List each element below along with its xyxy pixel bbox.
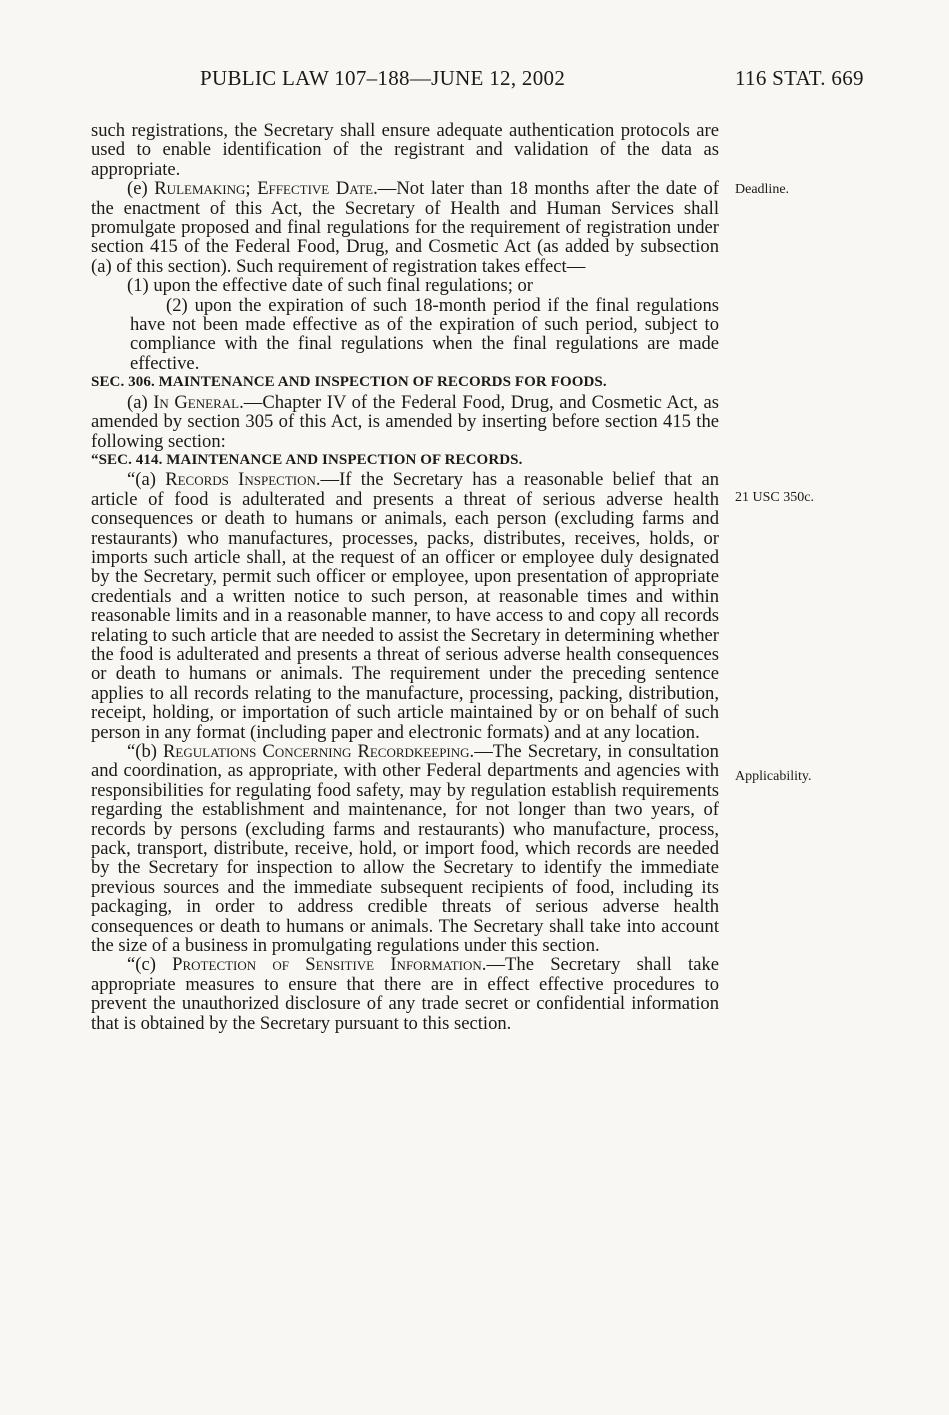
paragraph-text: —If the Secretary has a reasonable belief that an article of food is adulterated and presents a threat of serious adverse health consequences or death to humans or animals, each person (excluding farms and restaurants) who manufactures, processes, packs, distributes, receives, holds, or imports such article shall, at the request of an officer or employee duly designated by the Secretary, permit such officer or employee, upon presentation of appropriate credentials and a written notice to such person, at reasonable times and within reasonable limits and in a reasonable manner, to have access to and copy all records relating to such article that are needed to assist the Secretary in determining whether the food is adulterated and presents a threat of serious adverse health consequences or death to humans or animals. The requirement under the preceding sentence applies to all records relating to the manufacture, processing, packing, distribution, receipt, holding, or importation of such article maintained by or on behalf of such person in any format (including paper and electronic formats) and at any location.: [91, 469, 719, 743]
header-title: PUBLIC LAW 107–188—JUNE 12, 2002: [200, 66, 566, 90]
margin-note-applicability: Applicability.: [735, 769, 812, 784]
section-414-heading: “SEC. 414. MAINTENANCE AND INSPECTION OF RECORDS.: [91, 451, 523, 468]
list-item-2-text: (2) upon the expiration of such 18-month period if the final regulations have not been made effective as of the expiration of such period, subject to compliance with the final regulations when the final regulations are made effective.: [130, 294, 719, 374]
body-text: [91, 121, 719, 1033]
header-page-number: 116 STAT. 669: [735, 66, 864, 90]
paragraph-label: (a): [127, 391, 154, 413]
section-306-heading: SEC. 306. MAINTENANCE AND INSPECTION OF RECORDS FOR FOODS.: [91, 374, 607, 391]
list-item-2: [91, 296, 719, 374]
paragraph-label: “(c): [127, 954, 173, 976]
paragraph-label: “(b): [127, 741, 164, 762]
paragraph-heading: In General.: [153, 391, 244, 413]
paragraph-heading: Regulations Concerning Recordkeeping.: [163, 741, 475, 762]
paragraph-recordkeeping: [91, 742, 719, 955]
paragraph-heading: Records Inspection.: [165, 469, 321, 491]
paragraph-rulemaking: [91, 179, 719, 276]
paragraph-text: —The Secretary, in consultation and coordination, as appropriate, with other Federal departments and agencies with responsibilities for regulating food safety, may by regulation establish requirements regarding the establishment and maintenance, for not longer than two years, of records by persons (excluding farms and restaurants) who manufacture, process, pack, transport, distribute, receive, hold, or import food, which records are needed by the Secretary for inspection to allow the Secretary to identify the immediate previous sources and the immediate subsequent recipients of food, including its packaging, in order to address credible threats of serious adverse health consequences or death to humans or animals. The Secretary shall take into account the size of a business in promulgating regulations under this section.: [91, 741, 719, 957]
margin-note-deadline: Deadline.: [735, 182, 790, 197]
paragraph-heading: Protection of Sensitive Information.: [172, 954, 487, 976]
paragraph-continuation: such registrations, the Secretary shall ensure adequate authentication protocols are used to enable identification of the registrant and validation of the data as appropriate.: [91, 120, 719, 180]
paragraph-text: —Chapter IV of the Federal Food, Drug, and Cosmetic Act, as amended by section 305 of this Act, is amended by inserting before section 415 the following section:: [91, 391, 719, 452]
list-item-1: (1) upon the effective date of such final regulations; or: [127, 275, 533, 297]
margin-note-usc: 21 USC 350c.: [735, 490, 814, 505]
paragraph-label: (e): [127, 178, 155, 200]
paragraph-sensitive-information: [91, 955, 719, 1033]
paragraph-in-general: [91, 393, 719, 451]
page-header: [0, 66, 949, 96]
paragraph-text: —The Secretary shall take appropriate measures to ensure that there are in effect effective procedures to prevent the unauthorized disclosure of any trade secret or confidential information that is obtained by the Secretary pursuant to this section.: [91, 954, 720, 1034]
paragraph-text: —Not later than 18 months after the date of the enactment of this Act, the Secretary of Health and Human Services shall promulgate proposed and final regulations for the requirement of registration under section 415 of the Federal Food, Drug, and Cosmetic Act (as added by subsection (a) of this section). Such requirement of registration takes effect—: [91, 178, 719, 277]
paragraph-heading: Rulemaking; Effective Date.: [154, 178, 378, 200]
paragraph-label: “(a): [127, 469, 166, 491]
paragraph-records-inspection: [91, 470, 719, 742]
